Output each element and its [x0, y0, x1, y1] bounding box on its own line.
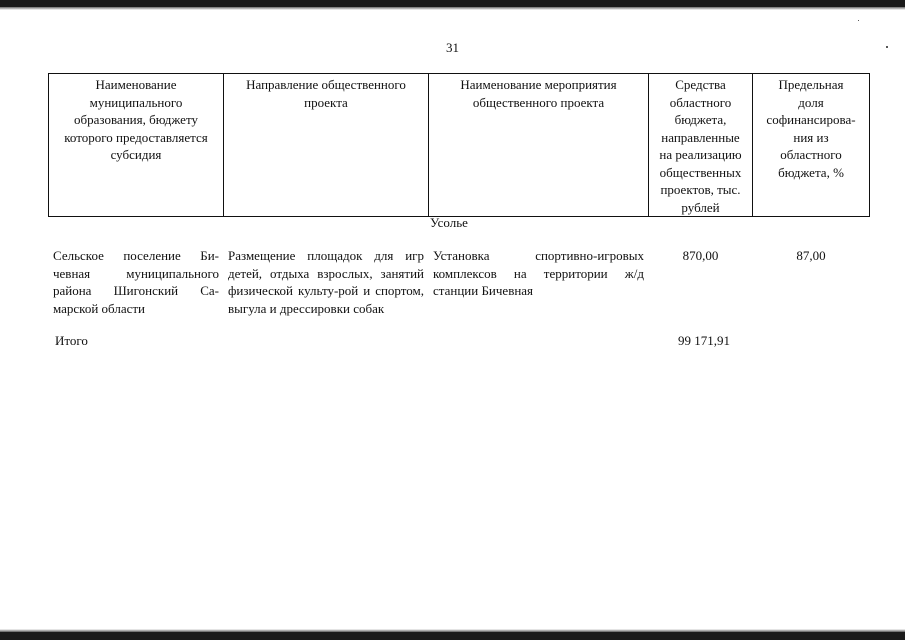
header-event-name: Наименование мероприятия общественного проекта [429, 74, 649, 217]
cell-event-name: Установка спортивно-игровых комплексов на территории ж/д станции Бичевная [433, 248, 644, 298]
scan-border-bottom [0, 632, 905, 640]
cell-regional-funds: 870,00 [682, 248, 719, 263]
scan-speck [858, 20, 859, 21]
section-title: Усолье [430, 215, 468, 230]
cell-municipality: Сельское поселение Би-чевная муниципального района Шигонский Са-марской области [53, 248, 219, 316]
page-number: 31 [446, 40, 459, 55]
header-municipality: Наименование муниципального образования, бюджету которого предоставляется субсидия [49, 74, 224, 217]
total-label: Итого [55, 333, 88, 348]
table-body [48, 247, 869, 317]
header-regional-funds: Средства областного бюджета, направленные на реализацию общественных проектов, тыс. рублей [649, 74, 753, 217]
cell-cofinancing-share: 87,00 [796, 248, 826, 263]
table-row [48, 247, 869, 317]
header-cofinancing-share: Предельная доля софинансирова-ния из областного бюджета, % [753, 74, 870, 217]
cell-project-direction: Размещение площадок для игр детей, отдыха взрослых, занятий физической культу-рой и спортом, выгула и дрессировки собак [228, 248, 424, 316]
total-value: 99 171,91 [678, 333, 730, 348]
header-project-direction: Направление общественного проекта [224, 74, 429, 217]
scan-border-top [0, 0, 905, 7]
table-header [48, 73, 870, 217]
header-row [49, 74, 870, 217]
